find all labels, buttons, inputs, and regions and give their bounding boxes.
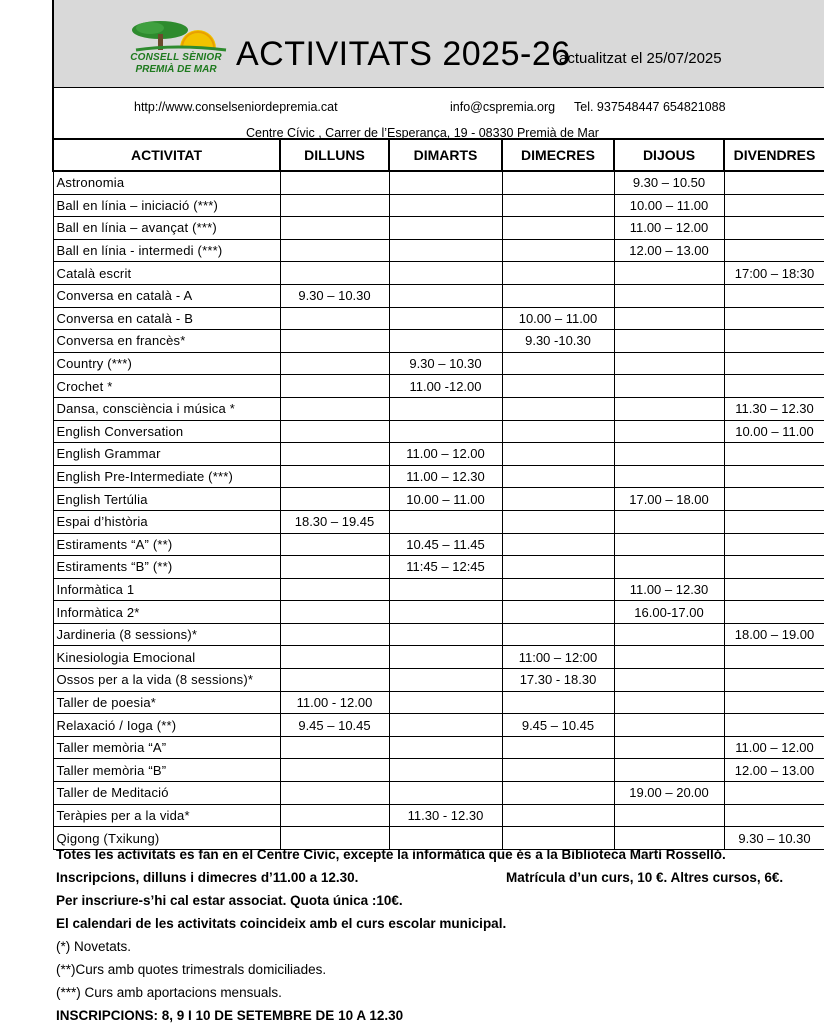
- time-slot: [502, 194, 614, 217]
- time-slot: [389, 623, 502, 646]
- table-row: [53, 330, 824, 353]
- time-slot: [614, 646, 724, 669]
- time-slot: [389, 307, 502, 330]
- time-slot: [389, 171, 502, 194]
- activity-name: Català escrit: [53, 262, 280, 285]
- time-slot: 12.00 – 13.00: [724, 759, 824, 782]
- note-membership: Per inscriure-s’hi cal estar associat. Quota única :10€.: [56, 893, 403, 908]
- time-slot: [724, 217, 824, 240]
- time-slot: [280, 578, 389, 601]
- time-slot: [389, 669, 502, 692]
- header-activitat: ACTIVITAT: [53, 139, 280, 171]
- time-slot: [614, 827, 724, 850]
- header-band: [52, 0, 824, 88]
- activity-name: Taller de poesia*: [53, 691, 280, 714]
- time-slot: 10.00 – 11.00: [614, 194, 724, 217]
- time-slot: [724, 533, 824, 556]
- activity-name: Jardineria (8 sessions)*: [53, 623, 280, 646]
- time-slot: [724, 691, 824, 714]
- table-row: [53, 691, 824, 714]
- time-slot: 11.30 - 12.30: [389, 804, 502, 827]
- activity-name: Crochet *: [53, 375, 280, 398]
- time-slot: [389, 601, 502, 624]
- contact-band: [52, 88, 824, 138]
- time-slot: [502, 262, 614, 285]
- time-slot: 11.00 – 12.00: [389, 443, 502, 466]
- time-slot: 10.00 – 11.00: [389, 488, 502, 511]
- address: Centre Cívic , Carrer de l’Esperança, 19 - 08330 Premià de Mar: [246, 126, 599, 140]
- time-slot: [614, 375, 724, 398]
- table-row: [53, 736, 824, 759]
- time-slot: [502, 352, 614, 375]
- activity-name: English Pre-Intermediate (***): [53, 465, 280, 488]
- time-slot: [280, 601, 389, 624]
- time-slot: [389, 578, 502, 601]
- table-row: [53, 488, 824, 511]
- header-divendres: DIVENDRES: [724, 139, 824, 171]
- activity-name: English Tertúlia: [53, 488, 280, 511]
- time-slot: [502, 804, 614, 827]
- table-row: [53, 827, 824, 850]
- time-slot: [614, 284, 724, 307]
- time-slot: [614, 623, 724, 646]
- time-slot: 11.00 – 12.00: [614, 217, 724, 240]
- note-calendar: El calendari de les activitats coincideix amb el curs escolar municipal.: [56, 916, 507, 931]
- activity-name: Taller memòria “B”: [53, 759, 280, 782]
- time-slot: [724, 171, 824, 194]
- activity-name: Dansa, consciència i música *: [53, 397, 280, 420]
- time-slot: [614, 330, 724, 353]
- table-row: [53, 262, 824, 285]
- table-row: [53, 443, 824, 466]
- note-location: Totes les activitats es fan en el Centre Cívic, excepte la informàtica que és a la Biblioteca Martí Rosselló.: [56, 847, 726, 862]
- activities-table: [52, 138, 824, 850]
- activity-name: Ball en línia – avançat (***): [53, 217, 280, 240]
- time-slot: [389, 330, 502, 353]
- activity-name: Estiraments “A” (**): [53, 533, 280, 556]
- table-row: [53, 759, 824, 782]
- time-slot: [280, 352, 389, 375]
- table-row: [53, 397, 824, 420]
- table-row: [53, 352, 824, 375]
- table-row: [53, 646, 824, 669]
- time-slot: [614, 714, 724, 737]
- logo-line2: PREMIÀ DE MAR: [135, 64, 217, 75]
- phone-numbers: Tel. 937548447 654821088: [574, 100, 726, 114]
- time-slot: 11:45 – 12:45: [389, 556, 502, 579]
- time-slot: [502, 782, 614, 805]
- time-slot: 9.30 – 10.30: [389, 352, 502, 375]
- activity-name: Relaxació / Ioga (**): [53, 714, 280, 737]
- time-slot: [724, 375, 824, 398]
- activity-name: Kinesiologia Emocional: [53, 646, 280, 669]
- time-slot: [614, 736, 724, 759]
- time-slot: [724, 804, 824, 827]
- time-slot: [502, 397, 614, 420]
- table-row: [53, 307, 824, 330]
- time-slot: 12.00 – 13.00: [614, 239, 724, 262]
- table-row: [53, 284, 824, 307]
- time-slot: [280, 397, 389, 420]
- activity-name: Conversa en català - B: [53, 307, 280, 330]
- time-slot: [724, 352, 824, 375]
- table-row: [53, 217, 824, 240]
- time-slot: [614, 669, 724, 692]
- activity-name: Teràpies per a la vida*: [53, 804, 280, 827]
- note-registration-hours: Inscripcions, dilluns i dimecres d’11.00 a 12.30.: [56, 870, 359, 885]
- consell-senior-logo: [116, 18, 236, 76]
- time-slot: 9.30 -10.30: [502, 330, 614, 353]
- time-slot: 17.00 – 18.00: [614, 488, 724, 511]
- time-slot: [724, 646, 824, 669]
- time-slot: [280, 465, 389, 488]
- logo-line1: CONSELL SÈNIOR: [130, 52, 222, 63]
- time-slot: 10.00 – 11.00: [724, 420, 824, 443]
- time-slot: [724, 443, 824, 466]
- activity-name: Taller de Meditació: [53, 782, 280, 805]
- table-row: [53, 556, 824, 579]
- table-row: [53, 623, 824, 646]
- time-slot: [280, 217, 389, 240]
- activity-name: Ball en línia – iniciació (***): [53, 194, 280, 217]
- time-slot: 16.00-17.00: [614, 601, 724, 624]
- time-slot: [502, 601, 614, 624]
- time-slot: [280, 307, 389, 330]
- time-slot: 9.30 – 10.50: [614, 171, 724, 194]
- time-slot: [280, 759, 389, 782]
- time-slot: [389, 262, 502, 285]
- time-slot: [502, 217, 614, 240]
- time-slot: [724, 782, 824, 805]
- time-slot: [502, 375, 614, 398]
- time-slot: [502, 239, 614, 262]
- time-slot: 9.45 – 10.45: [502, 714, 614, 737]
- time-slot: [280, 623, 389, 646]
- table-row: [53, 804, 824, 827]
- time-slot: [280, 669, 389, 692]
- activity-name: English Grammar: [53, 443, 280, 466]
- table-row: [53, 782, 824, 805]
- time-slot: [724, 194, 824, 217]
- time-slot: 11.00 - 12.00: [280, 691, 389, 714]
- time-slot: [280, 239, 389, 262]
- time-slot: [280, 556, 389, 579]
- time-slot: 19.00 – 20.00: [614, 782, 724, 805]
- activity-name: Conversa en francès*: [53, 330, 280, 353]
- email-link[interactable]: info@cspremia.org: [450, 100, 556, 114]
- time-slot: [614, 420, 724, 443]
- time-slot: 10.45 – 11.45: [389, 533, 502, 556]
- note-quarterly-marker: (**)Curs amb quotes trimestrals domiciliades.: [56, 962, 327, 977]
- activity-name: Taller memòria “A”: [53, 736, 280, 759]
- table-row: [53, 669, 824, 692]
- table-row: [53, 375, 824, 398]
- time-slot: 11:00 – 12:00: [502, 646, 614, 669]
- time-slot: [614, 307, 724, 330]
- activity-name: Estiraments “B” (**): [53, 556, 280, 579]
- table-body: [53, 171, 824, 849]
- time-slot: [724, 556, 824, 579]
- time-slot: [280, 736, 389, 759]
- time-slot: [724, 578, 824, 601]
- time-slot: [502, 420, 614, 443]
- time-slot: [389, 194, 502, 217]
- time-slot: [280, 804, 389, 827]
- time-slot: [614, 465, 724, 488]
- note-enrollment-fee: Matrícula d’un curs, 10 €. Altres cursos, 6€.: [506, 870, 784, 885]
- time-slot: [502, 284, 614, 307]
- time-slot: [614, 759, 724, 782]
- table-row: [53, 239, 824, 262]
- time-slot: [389, 736, 502, 759]
- time-slot: [614, 804, 724, 827]
- time-slot: [502, 759, 614, 782]
- time-slot: [389, 827, 502, 850]
- header-dijous: DIJOUS: [614, 139, 724, 171]
- time-slot: [614, 510, 724, 533]
- time-slot: [280, 533, 389, 556]
- time-slot: [502, 510, 614, 533]
- time-slot: [502, 827, 614, 850]
- time-slot: [502, 465, 614, 488]
- tree-sun-logo-icon: [116, 18, 236, 54]
- table-row: [53, 171, 824, 194]
- time-slot: [724, 284, 824, 307]
- time-slot: [280, 827, 389, 850]
- activity-name: Astronomia: [53, 171, 280, 194]
- table-row: [53, 194, 824, 217]
- time-slot: [389, 239, 502, 262]
- table-row: [53, 714, 824, 737]
- time-slot: [280, 443, 389, 466]
- time-slot: 11.00 – 12.30: [614, 578, 724, 601]
- header-dimecres: DIMECRES: [502, 139, 614, 171]
- time-slot: [389, 714, 502, 737]
- time-slot: [724, 239, 824, 262]
- time-slot: [389, 646, 502, 669]
- table-row: [53, 510, 824, 533]
- time-slot: [502, 691, 614, 714]
- time-slot: [280, 262, 389, 285]
- time-slot: [614, 352, 724, 375]
- time-slot: [502, 443, 614, 466]
- time-slot: [502, 533, 614, 556]
- time-slot: 9.45 – 10.45: [280, 714, 389, 737]
- time-slot: [389, 691, 502, 714]
- time-slot: 17.30 - 18.30: [502, 669, 614, 692]
- note-registration-dates: INSCRIPCIONS: 8, 9 I 10 DE SETEMBRE DE 10 A 12.30: [56, 1008, 404, 1023]
- time-slot: [280, 646, 389, 669]
- activity-name: Informàtica 1: [53, 578, 280, 601]
- time-slot: [724, 510, 824, 533]
- table-header-row: [53, 139, 824, 171]
- time-slot: [724, 669, 824, 692]
- time-slot: 11.00 – 12.00: [724, 736, 824, 759]
- time-slot: 18.30 – 19.45: [280, 510, 389, 533]
- updated-date: actualitzat el 25/07/2025: [559, 50, 722, 67]
- time-slot: 9.30 – 10.30: [280, 284, 389, 307]
- time-slot: [280, 171, 389, 194]
- time-slot: [389, 397, 502, 420]
- activity-name: Espai d’història: [53, 510, 280, 533]
- time-slot: [280, 194, 389, 217]
- time-slot: [502, 556, 614, 579]
- time-slot: 18.00 – 19.00: [724, 623, 824, 646]
- time-slot: 10.00 – 11.00: [502, 307, 614, 330]
- time-slot: 11.30 – 12.30: [724, 397, 824, 420]
- note-new-marker: (*) Novetats.: [56, 939, 132, 954]
- activity-name: Ball en línia - intermedi (***): [53, 239, 280, 262]
- time-slot: [389, 782, 502, 805]
- time-slot: [724, 488, 824, 511]
- table-row: [53, 533, 824, 556]
- activity-name: Informàtica 2*: [53, 601, 280, 624]
- time-slot: 9.30 – 10.30: [724, 827, 824, 850]
- time-slot: [724, 465, 824, 488]
- activity-name: Country (***): [53, 352, 280, 375]
- time-slot: [389, 420, 502, 443]
- time-slot: [389, 217, 502, 240]
- time-slot: 11.00 – 12.30: [389, 465, 502, 488]
- time-slot: 11.00 -12.00: [389, 375, 502, 398]
- time-slot: [389, 284, 502, 307]
- page-title: ACTIVITATS 2025-26: [236, 35, 571, 73]
- note-monthly-marker: (***) Curs amb aportacions mensuals.: [56, 985, 282, 1000]
- activity-name: English Conversation: [53, 420, 280, 443]
- header-dimarts: DIMARTS: [389, 139, 502, 171]
- time-slot: [724, 714, 824, 737]
- table-row: [53, 465, 824, 488]
- time-slot: [280, 782, 389, 805]
- time-slot: [724, 601, 824, 624]
- table-row: [53, 420, 824, 443]
- time-slot: [502, 623, 614, 646]
- time-slot: [614, 397, 724, 420]
- table-row: [53, 578, 824, 601]
- time-slot: [389, 759, 502, 782]
- time-slot: [280, 330, 389, 353]
- time-slot: [502, 578, 614, 601]
- time-slot: [724, 330, 824, 353]
- time-slot: 17:00 – 18:30: [724, 262, 824, 285]
- time-slot: [724, 307, 824, 330]
- time-slot: [614, 262, 724, 285]
- time-slot: [280, 488, 389, 511]
- time-slot: [389, 510, 502, 533]
- time-slot: [502, 171, 614, 194]
- time-slot: [280, 375, 389, 398]
- header-dilluns: DILLUNS: [280, 139, 389, 171]
- activity-name: Ossos per a la vida (8 sessions)*: [53, 669, 280, 692]
- activity-name: Conversa en català - A: [53, 284, 280, 307]
- time-slot: [280, 420, 389, 443]
- time-slot: [614, 443, 724, 466]
- time-slot: [502, 736, 614, 759]
- time-slot: [614, 556, 724, 579]
- time-slot: [614, 533, 724, 556]
- time-slot: [614, 691, 724, 714]
- time-slot: [502, 488, 614, 511]
- website-link[interactable]: http://www.conselseniordepremia.cat: [134, 100, 338, 114]
- activity-name: Qigong (Txikung): [53, 827, 280, 850]
- table-row: [53, 601, 824, 624]
